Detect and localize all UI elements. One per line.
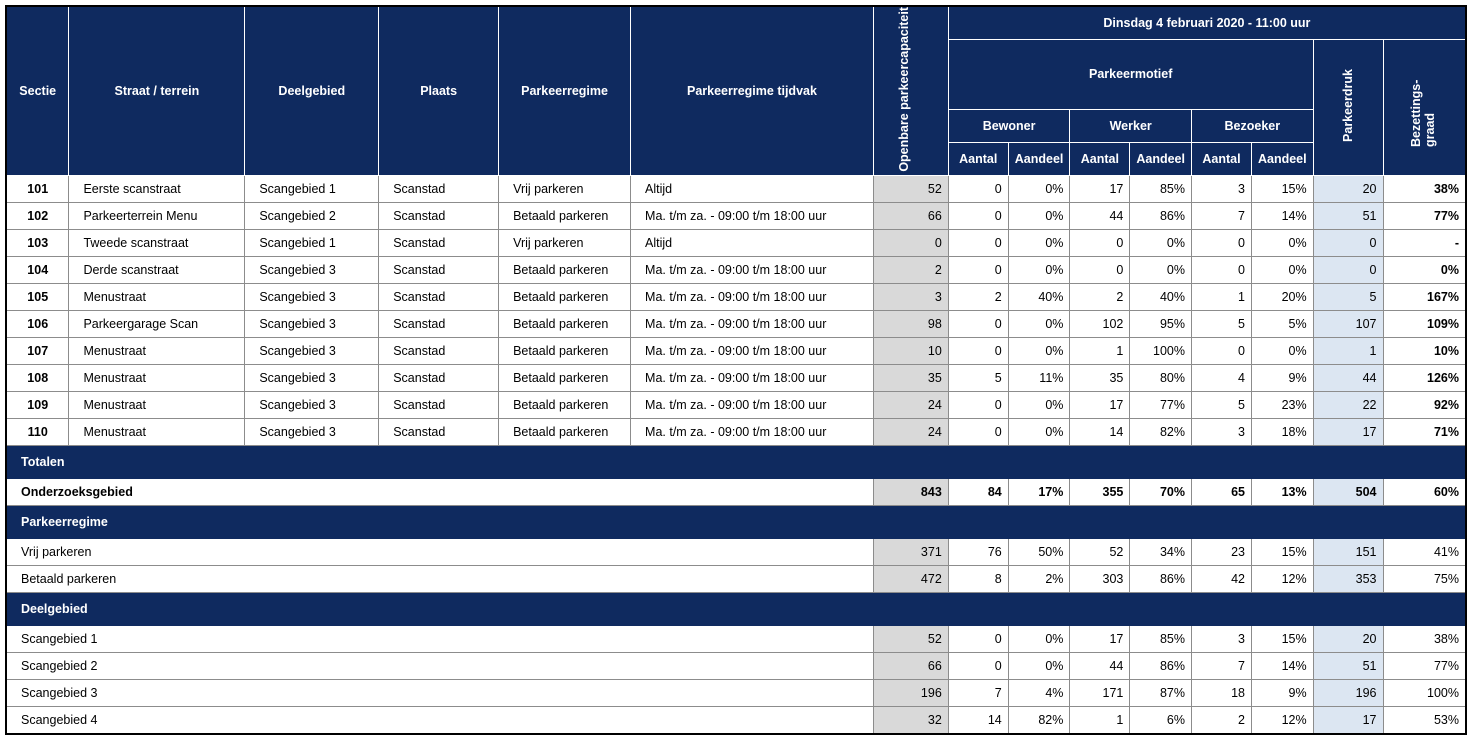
cell-bew_a: 0: [948, 175, 1008, 202]
cell-plaats: Scanstad: [379, 337, 499, 364]
cell-wer_p: 87%: [1130, 679, 1192, 706]
cell-regime: Betaald parkeren: [499, 256, 631, 283]
regime-section-header: [6, 505, 1466, 538]
cell-graad: 53%: [1383, 706, 1466, 734]
cell-wer_a: 2: [1070, 283, 1130, 310]
cell-graad: 75%: [1383, 565, 1466, 592]
cell-cap: 52: [873, 625, 948, 652]
werker-header: Werker: [1070, 109, 1192, 142]
cell-graad: 0%: [1383, 256, 1466, 283]
cell-bez_p: 23%: [1251, 391, 1313, 418]
cell-druk: 196: [1313, 679, 1383, 706]
cell-bew_a: 8: [948, 565, 1008, 592]
cell-wer_p: 0%: [1130, 256, 1192, 283]
cell-druk: 51: [1313, 652, 1383, 679]
cell-tijdvak: Ma. t/m za. - 09:00 t/m 18:00 uur: [631, 310, 874, 337]
cell-cap: 196: [873, 679, 948, 706]
cell-druk: 17: [1313, 418, 1383, 445]
cell-druk: 5: [1313, 283, 1383, 310]
cell-deelgebied: Scangebied 3: [245, 418, 379, 445]
cell-graad: 167%: [1383, 283, 1466, 310]
cell-wer_p: 77%: [1130, 391, 1192, 418]
cell-graad: 60%: [1383, 478, 1466, 505]
cell-regime: Betaald parkeren: [499, 337, 631, 364]
table-body: [6, 175, 1466, 734]
cell-bew_p: 0%: [1008, 652, 1070, 679]
cell-wer_a: 1: [1070, 337, 1130, 364]
cell-wer_a: 52: [1070, 538, 1130, 565]
cell-bew_a: 76: [948, 538, 1008, 565]
cell-wer_p: 85%: [1130, 175, 1192, 202]
cell-sectie: 102: [6, 202, 69, 229]
cell-bew_p: 0%: [1008, 391, 1070, 418]
cell-wer_a: 17: [1070, 391, 1130, 418]
cell-regime: Betaald parkeren: [499, 310, 631, 337]
cell-wer_a: 1: [1070, 706, 1130, 734]
cell-straat: Eerste scanstraat: [69, 175, 245, 202]
cell-cap: 472: [873, 565, 948, 592]
cell-wer_a: 102: [1070, 310, 1130, 337]
cell-tijdvak: Altijd: [631, 175, 874, 202]
cell-cap: 52: [873, 175, 948, 202]
cell-regime: Betaald parkeren: [499, 283, 631, 310]
cell-bez_p: 12%: [1251, 706, 1313, 734]
table-row[interactable]: [6, 283, 1466, 310]
cell-wer_a: 17: [1070, 625, 1130, 652]
cell-cap: 0: [873, 229, 948, 256]
cell-wer_p: 6%: [1130, 706, 1192, 734]
cell-regime: Betaald parkeren: [499, 391, 631, 418]
cell-bew_p: 82%: [1008, 706, 1070, 734]
cell-graad: 109%: [1383, 310, 1466, 337]
cell-plaats: Scanstad: [379, 418, 499, 445]
table-row[interactable]: [6, 229, 1466, 256]
deelgebied-row-label: Scangebied 3: [6, 679, 873, 706]
bewoner-aandeel-header[interactable]: Aandeel: [1008, 142, 1070, 175]
cell-bew_a: 0: [948, 202, 1008, 229]
cell-wer_p: 0%: [1130, 229, 1192, 256]
cell-graad: 10%: [1383, 337, 1466, 364]
cell-cap: 66: [873, 202, 948, 229]
cell-plaats: Scanstad: [379, 364, 499, 391]
cell-bew_a: 0: [948, 337, 1008, 364]
cell-graad: 77%: [1383, 652, 1466, 679]
cell-bew_a: 0: [948, 256, 1008, 283]
cell-druk: 22: [1313, 391, 1383, 418]
table-header: [6, 6, 1466, 175]
cell-bew_p: 2%: [1008, 565, 1070, 592]
cell-druk: 0: [1313, 229, 1383, 256]
cell-graad: 92%: [1383, 391, 1466, 418]
cell-bez_a: 2: [1192, 706, 1252, 734]
bezettingsgraad-label: Bezettings-graad: [1409, 79, 1438, 147]
cell-sectie: 107: [6, 337, 69, 364]
cell-bew_a: 0: [948, 418, 1008, 445]
cell-regime: Betaald parkeren: [499, 418, 631, 445]
cell-wer_a: 0: [1070, 229, 1130, 256]
table-row[interactable]: [6, 175, 1466, 202]
cell-wer_p: 85%: [1130, 625, 1192, 652]
cell-bew_a: 0: [948, 625, 1008, 652]
cell-wer_a: 355: [1070, 478, 1130, 505]
cell-regime: Vrij parkeren: [499, 175, 631, 202]
cell-wer_a: 17: [1070, 175, 1130, 202]
cell-druk: 20: [1313, 175, 1383, 202]
cell-bez_p: 15%: [1251, 538, 1313, 565]
col-header-regime[interactable]: Parkeerregime: [499, 6, 631, 175]
cell-bez_p: 15%: [1251, 625, 1313, 652]
cell-bew_p: 4%: [1008, 679, 1070, 706]
cell-deelgebied: Scangebied 3: [245, 391, 379, 418]
cell-druk: 0: [1313, 256, 1383, 283]
cell-bew_p: 0%: [1008, 310, 1070, 337]
cell-bez_a: 3: [1192, 418, 1252, 445]
cell-bez_p: 0%: [1251, 256, 1313, 283]
cell-tijdvak: Ma. t/m za. - 09:00 t/m 18:00 uur: [631, 391, 874, 418]
table-row[interactable]: [6, 337, 1466, 364]
cell-tijdvak: Ma. t/m za. - 09:00 t/m 18:00 uur: [631, 337, 874, 364]
cell-graad: 38%: [1383, 625, 1466, 652]
motief-header: Parkeermotief: [948, 39, 1313, 109]
cell-sectie: 103: [6, 229, 69, 256]
cell-cap: 10: [873, 337, 948, 364]
cell-cap: 3: [873, 283, 948, 310]
cell-wer_a: 35: [1070, 364, 1130, 391]
cell-deelgebied: Scangebied 3: [245, 364, 379, 391]
totalen-section-header: [6, 445, 1466, 478]
werker-aandeel-header[interactable]: Aandeel: [1130, 142, 1192, 175]
cell-straat: Menustraat: [69, 283, 245, 310]
cell-straat: Menustraat: [69, 418, 245, 445]
cell-bez_a: 4: [1192, 364, 1252, 391]
cell-graad: 100%: [1383, 679, 1466, 706]
cell-tijdvak: Ma. t/m za. - 09:00 t/m 18:00 uur: [631, 283, 874, 310]
col-header-tijdvak[interactable]: Parkeerregime tijdvak: [631, 6, 874, 175]
cell-deelgebied: Scangebied 1: [245, 175, 379, 202]
cell-sectie: 101: [6, 175, 69, 202]
cell-bez_a: 23: [1192, 538, 1252, 565]
cell-straat: Parkeerterrein Menu: [69, 202, 245, 229]
cell-bez_p: 0%: [1251, 337, 1313, 364]
cell-bew_a: 7: [948, 679, 1008, 706]
cell-bez_a: 7: [1192, 652, 1252, 679]
col-header-parkeerdruk[interactable]: [1313, 39, 1383, 175]
cell-bez_a: 0: [1192, 337, 1252, 364]
cell-wer_p: 86%: [1130, 652, 1192, 679]
cell-bew_p: 50%: [1008, 538, 1070, 565]
cell-deelgebied: Scangebied 3: [245, 337, 379, 364]
cell-graad: 41%: [1383, 538, 1466, 565]
cell-graad: -: [1383, 229, 1466, 256]
cell-plaats: Scanstad: [379, 256, 499, 283]
cell-druk: 17: [1313, 706, 1383, 734]
cell-bew_a: 14: [948, 706, 1008, 734]
cell-bez_a: 0: [1192, 256, 1252, 283]
table-row[interactable]: [6, 418, 1466, 445]
regime-row[interactable]: [6, 565, 1466, 592]
cell-deelgebied: Scangebied 1: [245, 229, 379, 256]
cell-bew_p: 0%: [1008, 337, 1070, 364]
cell-bez_p: 18%: [1251, 418, 1313, 445]
cell-druk: 1: [1313, 337, 1383, 364]
cell-bew_a: 0: [948, 310, 1008, 337]
cell-plaats: Scanstad: [379, 229, 499, 256]
cell-graad: 126%: [1383, 364, 1466, 391]
deelgebied-row[interactable]: [6, 625, 1466, 652]
cell-bez_a: 65: [1192, 478, 1252, 505]
deelgebied-row[interactable]: [6, 679, 1466, 706]
cell-bez_a: 0: [1192, 229, 1252, 256]
bezoeker-aantal-header[interactable]: Aantal: [1192, 142, 1252, 175]
cell-cap: 32: [873, 706, 948, 734]
cell-graad: 38%: [1383, 175, 1466, 202]
cell-tijdvak: Ma. t/m za. - 09:00 t/m 18:00 uur: [631, 418, 874, 445]
cell-wer_a: 303: [1070, 565, 1130, 592]
col-header-bezettingsgraad[interactable]: [1383, 39, 1466, 175]
cell-bez_a: 1: [1192, 283, 1252, 310]
cell-bez_p: 12%: [1251, 565, 1313, 592]
cell-plaats: Scanstad: [379, 202, 499, 229]
onderzoeksgebied-label: Onderzoeksgebied: [6, 478, 873, 505]
cell-wer_p: 95%: [1130, 310, 1192, 337]
cell-bew_p: 0%: [1008, 418, 1070, 445]
date-title: Dinsdag 4 februari 2020 - 11:00 uur: [948, 6, 1466, 39]
deelgebied-row-label: Scangebied 2: [6, 652, 873, 679]
parkeerdruk-label: Parkeerdruk: [1341, 69, 1356, 143]
cell-bez_p: 13%: [1251, 478, 1313, 505]
bewoner-header: Bewoner: [948, 109, 1070, 142]
cell-cap: 66: [873, 652, 948, 679]
cell-straat: Tweede scanstraat: [69, 229, 245, 256]
cell-cap: 98: [873, 310, 948, 337]
cell-deelgebied: Scangebied 3: [245, 283, 379, 310]
cell-bew_a: 5: [948, 364, 1008, 391]
cell-bew_p: 40%: [1008, 283, 1070, 310]
cell-druk: 20: [1313, 625, 1383, 652]
cell-bew_a: 0: [948, 652, 1008, 679]
cell-regime: Betaald parkeren: [499, 202, 631, 229]
cell-straat: Menustraat: [69, 364, 245, 391]
deelgebied-section-header: [6, 592, 1466, 625]
table-row[interactable]: [6, 364, 1466, 391]
cell-wer_p: 82%: [1130, 418, 1192, 445]
cell-cap: 24: [873, 418, 948, 445]
regime-section-title: Parkeerregime: [6, 505, 1466, 538]
regime-row[interactable]: [6, 538, 1466, 565]
cell-bew_p: 17%: [1008, 478, 1070, 505]
cell-sectie: 108: [6, 364, 69, 391]
cell-regime: Vrij parkeren: [499, 229, 631, 256]
cell-wer_p: 40%: [1130, 283, 1192, 310]
col-header-straat[interactable]: Straat / terrein: [69, 6, 245, 175]
cell-bew_a: 0: [948, 229, 1008, 256]
cell-bew_a: 2: [948, 283, 1008, 310]
cell-bew_p: 11%: [1008, 364, 1070, 391]
col-header-capaciteit[interactable]: [873, 6, 948, 175]
cell-cap: 371: [873, 538, 948, 565]
cell-plaats: Scanstad: [379, 391, 499, 418]
deelgebied-row-label: Scangebied 1: [6, 625, 873, 652]
cell-bez_a: 7: [1192, 202, 1252, 229]
bezoeker-header: Bezoeker: [1192, 109, 1314, 142]
cell-bew_a: 84: [948, 478, 1008, 505]
cell-bez_p: 15%: [1251, 175, 1313, 202]
cell-wer_a: 171: [1070, 679, 1130, 706]
cell-druk: 151: [1313, 538, 1383, 565]
cell-straat: Parkeergarage Scan: [69, 310, 245, 337]
cell-druk: 353: [1313, 565, 1383, 592]
capaciteit-label: Openbare parkeercapaciteit: [896, 7, 911, 172]
cell-tijdvak: Ma. t/m za. - 09:00 t/m 18:00 uur: [631, 256, 874, 283]
cell-sectie: 109: [6, 391, 69, 418]
cell-bez_a: 42: [1192, 565, 1252, 592]
cell-graad: 77%: [1383, 202, 1466, 229]
table-row[interactable]: [6, 256, 1466, 283]
cell-tijdvak: Altijd: [631, 229, 874, 256]
deelgebied-section-title: Deelgebied: [6, 592, 1466, 625]
deelgebied-row[interactable]: [6, 652, 1466, 679]
cell-wer_p: 80%: [1130, 364, 1192, 391]
cell-plaats: Scanstad: [379, 283, 499, 310]
regime-row-label: Betaald parkeren: [6, 565, 873, 592]
cell-tijdvak: Ma. t/m za. - 09:00 t/m 18:00 uur: [631, 364, 874, 391]
cell-cap: 2: [873, 256, 948, 283]
parking-occupancy-table: [5, 5, 1467, 735]
cell-deelgebied: Scangebied 3: [245, 256, 379, 283]
cell-graad: 71%: [1383, 418, 1466, 445]
cell-bez_a: 3: [1192, 625, 1252, 652]
cell-straat: Derde scanstraat: [69, 256, 245, 283]
totalen-title: Totalen: [6, 445, 1466, 478]
cell-bew_p: 0%: [1008, 229, 1070, 256]
cell-wer_a: 44: [1070, 652, 1130, 679]
table-row[interactable]: [6, 391, 1466, 418]
cell-bew_p: 0%: [1008, 175, 1070, 202]
cell-deelgebied: Scangebied 3: [245, 310, 379, 337]
col-header-plaats[interactable]: Plaats: [379, 6, 499, 175]
cell-bew_p: 0%: [1008, 625, 1070, 652]
cell-wer_p: 34%: [1130, 538, 1192, 565]
cell-bez_p: 0%: [1251, 229, 1313, 256]
cell-plaats: Scanstad: [379, 175, 499, 202]
onderzoeksgebied-row[interactable]: [6, 478, 1466, 505]
cell-bew_p: 0%: [1008, 202, 1070, 229]
cell-wer_p: 70%: [1130, 478, 1192, 505]
cell-bez_p: 9%: [1251, 364, 1313, 391]
deelgebied-row[interactable]: [6, 706, 1466, 734]
cell-bez_p: 9%: [1251, 679, 1313, 706]
col-header-sectie[interactable]: Sectie: [6, 6, 69, 175]
cell-bez_a: 18: [1192, 679, 1252, 706]
cell-bew_p: 0%: [1008, 256, 1070, 283]
cell-tijdvak: Ma. t/m za. - 09:00 t/m 18:00 uur: [631, 202, 874, 229]
cell-bez_a: 5: [1192, 391, 1252, 418]
table-row[interactable]: [6, 202, 1466, 229]
cell-sectie: 110: [6, 418, 69, 445]
cell-straat: Menustraat: [69, 337, 245, 364]
table-row[interactable]: [6, 310, 1466, 337]
deelgebied-row-label: Scangebied 4: [6, 706, 873, 734]
cell-sectie: 104: [6, 256, 69, 283]
werker-aantal-header[interactable]: Aantal: [1070, 142, 1130, 175]
cell-bez_p: 20%: [1251, 283, 1313, 310]
cell-regime: Betaald parkeren: [499, 364, 631, 391]
cell-wer_p: 86%: [1130, 202, 1192, 229]
cell-bez_p: 14%: [1251, 652, 1313, 679]
cell-wer_a: 0: [1070, 256, 1130, 283]
col-header-deelgebied[interactable]: Deelgebied: [245, 6, 379, 175]
cell-cap: 35: [873, 364, 948, 391]
cell-sectie: 106: [6, 310, 69, 337]
cell-cap: 24: [873, 391, 948, 418]
cell-bez_a: 5: [1192, 310, 1252, 337]
bewoner-aantal-header[interactable]: Aantal: [948, 142, 1008, 175]
cell-wer_a: 14: [1070, 418, 1130, 445]
cell-wer_p: 86%: [1130, 565, 1192, 592]
cell-bez_a: 3: [1192, 175, 1252, 202]
cell-bew_a: 0: [948, 391, 1008, 418]
cell-wer_a: 44: [1070, 202, 1130, 229]
bezoeker-aandeel-header[interactable]: Aandeel: [1251, 142, 1313, 175]
cell-druk: 51: [1313, 202, 1383, 229]
cell-druk: 504: [1313, 478, 1383, 505]
cell-druk: 44: [1313, 364, 1383, 391]
regime-row-label: Vrij parkeren: [6, 538, 873, 565]
cell-bez_p: 14%: [1251, 202, 1313, 229]
cell-cap: 843: [873, 478, 948, 505]
parking-table-container: [5, 5, 1467, 735]
cell-wer_p: 100%: [1130, 337, 1192, 364]
cell-bez_p: 5%: [1251, 310, 1313, 337]
cell-plaats: Scanstad: [379, 310, 499, 337]
cell-straat: Menustraat: [69, 391, 245, 418]
cell-deelgebied: Scangebied 2: [245, 202, 379, 229]
cell-sectie: 105: [6, 283, 69, 310]
cell-druk: 107: [1313, 310, 1383, 337]
